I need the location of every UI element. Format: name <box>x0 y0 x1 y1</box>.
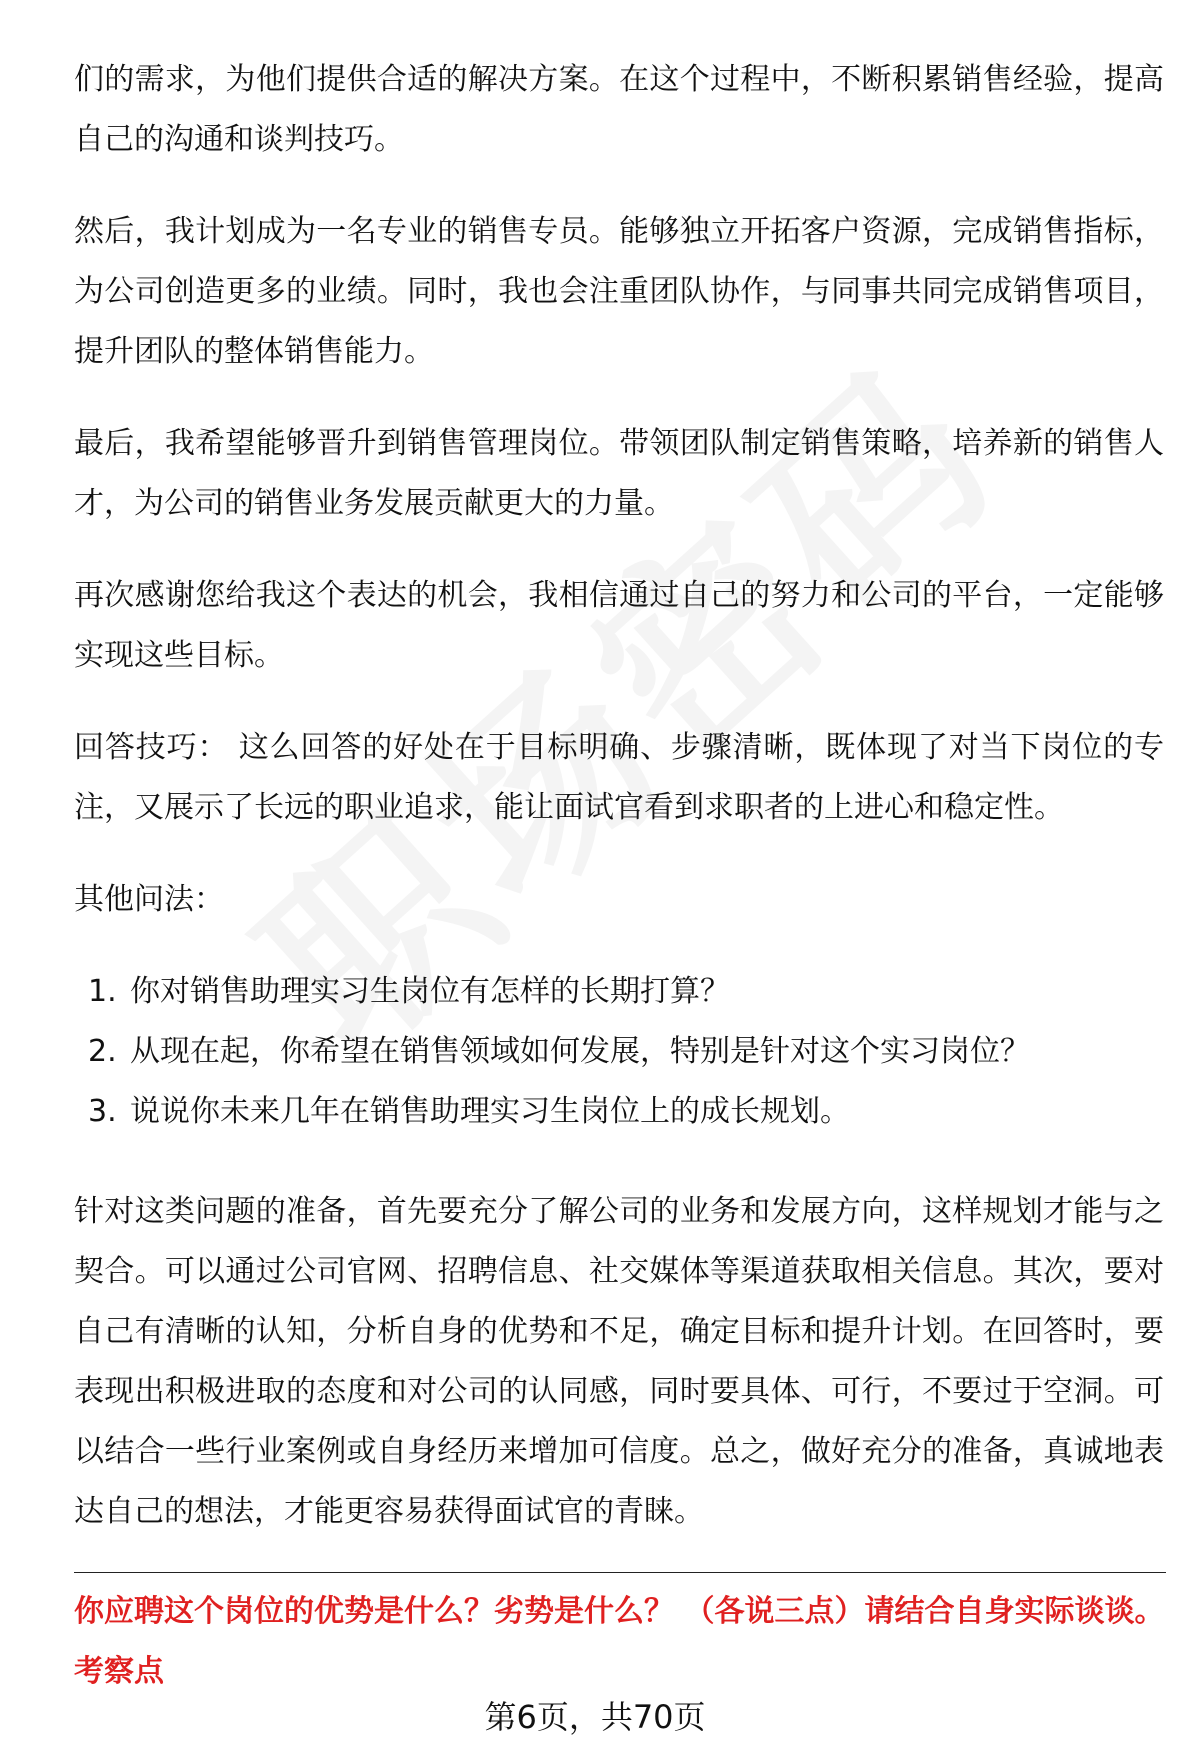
list-item-text: 从现在起，你希望在销售领域如何发展，特别是针对这个实习岗位？ <box>130 1034 1030 1069</box>
paragraph-other-questions-heading: 其他问法： <box>74 882 224 917</box>
paragraph-thanks: 再次感谢您给我这个表达的机会，我相信通过自己的努力和公司的平台，一定能够实现这些目标。 <box>74 578 1164 673</box>
list-item <box>74 1022 1164 1082</box>
next-question-focus-label: 考察点 <box>74 1654 164 1689</box>
list-item-text: 你对销售助理实习生岗位有怎样的长期打算？ <box>130 974 730 1009</box>
paragraph-then: 然后，我计划成为一名专业的销售专员。能够独立开拓客户资源，完成销售指标，为公司创造更多的业绩。同时，我也会注重团队协作，与同事共同完成销售项目，提升团队的整体销售能力。 <box>74 214 1164 369</box>
paragraph-needs: 们的需求，为他们提供合适的解决方案。在这个过程中，不断积累销售经验，提高自己的沟通和谈判技巧。 <box>74 62 1164 157</box>
next-question-title: 你应聘这个岗位的优势是什么？劣势是什么？ （各说三点）请结合自身实际谈谈。 <box>74 1594 1165 1629</box>
list-item-text: 说说你未来几年在销售助理实习生岗位上的成长规划。 <box>130 1094 850 1129</box>
paragraph-preparation: 针对这类问题的准备，首先要充分了解公司的业务和发展方向，这样规划才能与之契合。可以通过公司官网、招聘信息、社交媒体等渠道获取相关信息。其次，要对自己有清晰的认知，分析自身的优势和不足，确定目标和提升计划。在回答时，要表现出积极进取的态度和对公司的认同感，同时要具体、可行，不要过于空洞。可以结合一些行业案例或自身经历来增加可信度。总之，做好充分的准备，真诚地表达自己的想法，才能更容易获得面试官的青睐。 <box>74 1194 1164 1529</box>
list-item <box>74 1082 1164 1142</box>
list-item-number: 1. <box>88 974 117 1009</box>
other-questions-list <box>74 962 1164 1142</box>
list-item-number: 3. <box>88 1094 117 1129</box>
list-item-number: 2. <box>88 1034 117 1069</box>
paragraph-finally: 最后，我希望能够晋升到销售管理岗位。带领团队制定销售策略，培养新的销售人才，为公司的销售业务发展贡献更大的力量。 <box>74 426 1164 521</box>
section-divider <box>74 1572 1166 1573</box>
page-content <box>74 50 1164 1574</box>
list-item <box>74 962 1164 1022</box>
paragraph-answer-tips: 回答技巧： 这么回答的好处在于目标明确、步骤清晰，既体现了对当下岗位的专注，又展示了长远的职业追求，能让面试官看到求职者的上进心和稳定性。 <box>74 730 1164 825</box>
page-number-footer: 第6页，共70页 <box>484 1698 706 1736</box>
